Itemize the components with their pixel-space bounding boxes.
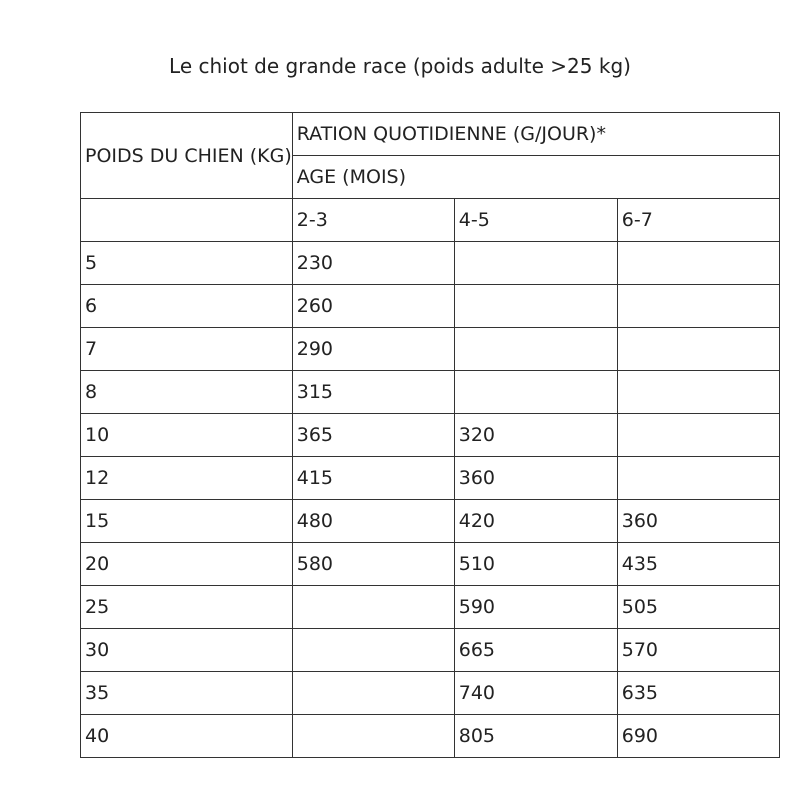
weight-cell: 10	[81, 414, 293, 457]
weight-cell: 35	[81, 672, 293, 715]
ration-cell: 690	[617, 715, 779, 758]
ration-cell: 580	[292, 543, 454, 586]
weight-cell: 30	[81, 629, 293, 672]
ration-cell	[617, 371, 779, 414]
ration-cell	[617, 285, 779, 328]
weight-column-header: POIDS DU CHIEN (KG)	[81, 113, 293, 199]
ration-cell: 510	[454, 543, 617, 586]
header-row-age-ranges	[81, 199, 780, 242]
ration-cell: 420	[454, 500, 617, 543]
ration-cell: 360	[617, 500, 779, 543]
age-header: AGE (MOIS)	[292, 156, 779, 199]
ration-cell	[454, 285, 617, 328]
weight-cell: 25	[81, 586, 293, 629]
weight-cell: 15	[81, 500, 293, 543]
weight-cell: 12	[81, 457, 293, 500]
table-row	[81, 371, 780, 414]
ration-cell: 570	[617, 629, 779, 672]
ration-cell: 805	[454, 715, 617, 758]
ration-cell: 260	[292, 285, 454, 328]
weight-cell: 7	[81, 328, 293, 371]
ration-cell	[617, 457, 779, 500]
weight-cell: 40	[81, 715, 293, 758]
ration-cell: 740	[454, 672, 617, 715]
ration-cell: 590	[454, 586, 617, 629]
ration-cell	[454, 242, 617, 285]
ration-cell: 360	[454, 457, 617, 500]
weight-cell: 5	[81, 242, 293, 285]
ration-cell: 480	[292, 500, 454, 543]
age-column-header: 6-7	[617, 199, 779, 242]
table-row	[81, 672, 780, 715]
table-row	[81, 285, 780, 328]
ration-cell: 290	[292, 328, 454, 371]
ration-cell: 635	[617, 672, 779, 715]
weight-cell: 6	[81, 285, 293, 328]
table-row	[81, 715, 780, 758]
ration-cell	[617, 242, 779, 285]
table-row	[81, 629, 780, 672]
table-row	[81, 457, 780, 500]
table-row	[81, 586, 780, 629]
ration-header: RATION QUOTIDIENNE (G/JOUR)*	[292, 113, 779, 156]
ration-cell	[617, 414, 779, 457]
ration-cell	[292, 672, 454, 715]
ration-cell	[292, 586, 454, 629]
age-column-header: 2-3	[292, 199, 454, 242]
ration-cell	[454, 328, 617, 371]
page-title: Le chiot de grande race (poids adulte >25 kg)	[169, 54, 631, 78]
ration-cell: 505	[617, 586, 779, 629]
ration-cell: 230	[292, 242, 454, 285]
ration-cell: 365	[292, 414, 454, 457]
feeding-table	[80, 112, 780, 758]
ration-cell	[617, 328, 779, 371]
ration-cell: 435	[617, 543, 779, 586]
empty-header-cell	[81, 199, 293, 242]
weight-cell: 20	[81, 543, 293, 586]
ration-cell: 665	[454, 629, 617, 672]
ration-cell: 415	[292, 457, 454, 500]
header-row-ration	[81, 113, 780, 156]
table-row	[81, 543, 780, 586]
ration-cell	[292, 715, 454, 758]
ration-cell: 315	[292, 371, 454, 414]
table-row	[81, 242, 780, 285]
age-column-header: 4-5	[454, 199, 617, 242]
ration-cell	[292, 629, 454, 672]
table-row	[81, 414, 780, 457]
table-row	[81, 328, 780, 371]
weight-cell: 8	[81, 371, 293, 414]
ration-cell: 320	[454, 414, 617, 457]
ration-cell	[454, 371, 617, 414]
table-row	[81, 500, 780, 543]
